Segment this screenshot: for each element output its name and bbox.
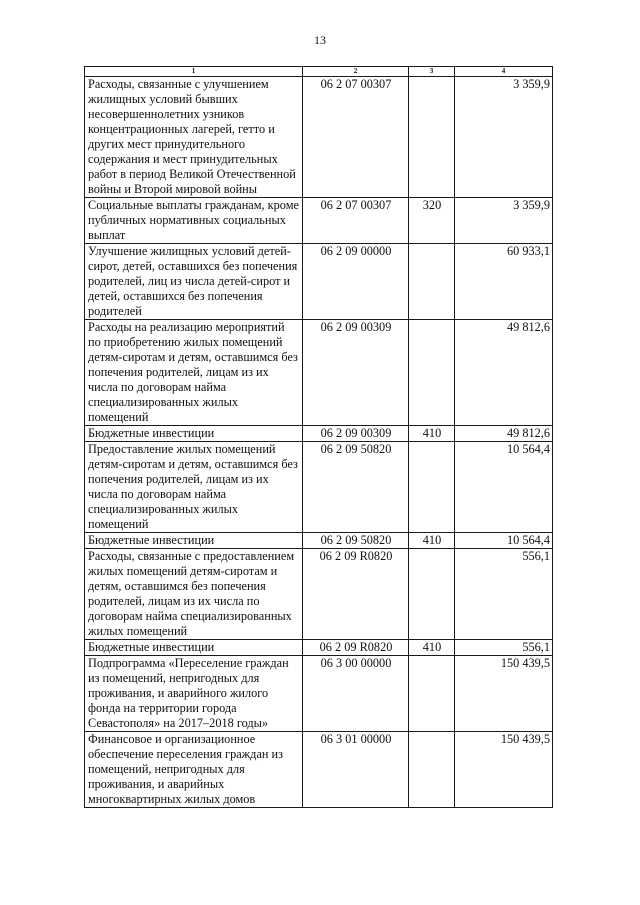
row-type-cell [409,442,455,533]
table-body [85,77,553,808]
column-header-4: 4 [455,67,553,77]
row-amount-cell: 3 359,9 [455,77,553,198]
row-type-cell [409,320,455,426]
row-amount-cell: 3 359,9 [455,198,553,244]
table-row [85,732,553,808]
row-name-cell: Бюджетные инвестиции [85,426,303,442]
row-name-cell: Социальные выплаты гражданам, кроме публичных нормативных социальных выплат [85,198,303,244]
row-amount-cell: 10 564,4 [455,442,553,533]
table-row [85,640,553,656]
budget-table [84,66,553,808]
row-type-cell [409,77,455,198]
table-row [85,77,553,198]
header-row [85,67,553,77]
table-row [85,244,553,320]
row-amount-cell: 556,1 [455,640,553,656]
row-name-cell: Предоставление жилых помещений детям-сиротам и детям, оставшимся без попечения родителей, лицам из их числа по договорам найма специализированных жилых помещений [85,442,303,533]
row-amount-cell: 150 439,5 [455,732,553,808]
column-header-3: 3 [409,67,455,77]
row-code-cell: 06 2 09 00000 [303,244,409,320]
row-type-cell [409,549,455,640]
table-row [85,442,553,533]
row-name-cell: Расходы на реализацию мероприятий по приобретению жилых помещений детям-сиротам и детям, оставшимся без попечения родителей, лицам из их числа по договорам найма специализированных жилых помещений [85,320,303,426]
row-amount-cell: 49 812,6 [455,426,553,442]
column-header-2: 2 [303,67,409,77]
table-row [85,426,553,442]
table-row [85,549,553,640]
row-type-cell: 410 [409,640,455,656]
row-name-cell: Расходы, связанные с улучшением жилищных условий бывших несовершеннолетних узников концентрационных лагерей, гетто и других мест принудительного содержания и мест принудительных работ в период Великой Отечественной войны и Второй мировой войны [85,77,303,198]
table-header [85,67,553,77]
row-name-cell: Улучшение жилищных условий детей-сирот, детей, оставшихся без попечения родителей, лиц из числа детей-сирот и детей, оставшихся без попечения родителей [85,244,303,320]
column-header-1: 1 [85,67,303,77]
table-row [85,656,553,732]
row-name-cell: Подпрограмма «Переселение граждан из помещений, непригодных для проживания, и аварийного жилого фонда на территории города Севастополя» на 2017–2018 годы» [85,656,303,732]
row-amount-cell: 60 933,1 [455,244,553,320]
row-name-cell: Бюджетные инвестиции [85,640,303,656]
row-code-cell: 06 3 00 00000 [303,656,409,732]
row-code-cell: 06 2 09 50820 [303,442,409,533]
row-type-cell [409,656,455,732]
row-code-cell: 06 3 01 00000 [303,732,409,808]
table-row [85,320,553,426]
row-amount-cell: 49 812,6 [455,320,553,426]
row-code-cell: 06 2 09 R0820 [303,640,409,656]
row-amount-cell: 556,1 [455,549,553,640]
row-type-cell [409,244,455,320]
row-code-cell: 06 2 07 00307 [303,198,409,244]
row-type-cell: 320 [409,198,455,244]
row-code-cell: 06 2 07 00307 [303,77,409,198]
row-amount-cell: 10 564,4 [455,533,553,549]
row-name-cell: Бюджетные инвестиции [85,533,303,549]
row-code-cell: 06 2 09 R0820 [303,549,409,640]
row-type-cell: 410 [409,533,455,549]
row-name-cell: Расходы, связанные с предоставлением жилых помещений детям-сиротам и детям, оставшимся без попечения родителей, лицам из их числа по договорам найма специализированных жилых помещений [85,549,303,640]
table-row [85,198,553,244]
row-type-cell [409,732,455,808]
table-row [85,533,553,549]
row-type-cell: 410 [409,426,455,442]
row-name-cell: Финансовое и организационное обеспечение переселения граждан из помещений, непригодных для проживания, и аварийных многоквартирных жилых домов [85,732,303,808]
row-amount-cell: 150 439,5 [455,656,553,732]
row-code-cell: 06 2 09 00309 [303,320,409,426]
row-code-cell: 06 2 09 00309 [303,426,409,442]
row-code-cell: 06 2 09 50820 [303,533,409,549]
page-number: 13 [314,33,326,47]
